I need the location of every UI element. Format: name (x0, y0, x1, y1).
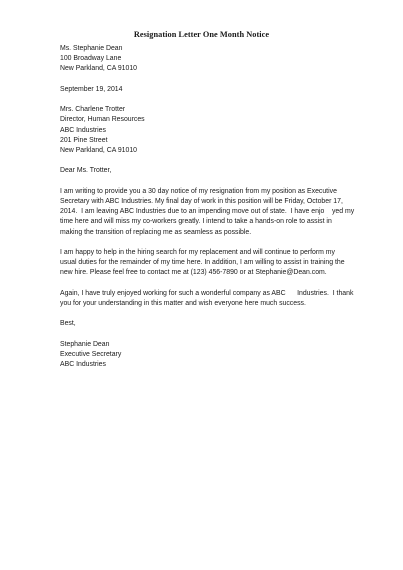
salutation: Dear Ms. Trotter, (60, 167, 112, 175)
recipient-company: ABC Industries (60, 126, 106, 134)
paragraph-line: Secretary with ABC Industries. My final day of work in this position will be Friday, October 17, (60, 197, 343, 205)
letter-date: September 19, 2014 (60, 85, 123, 93)
paragraph-line: time here and will miss my co-workers greatly. I intend to take a hands-on role to assist in (60, 218, 332, 226)
sender-name: Ms. Stephanie Dean (60, 45, 123, 52)
paragraph-line: 2014. I am leaving ABC Industries due to an impending move out of state. I have enjo yed my (60, 208, 355, 216)
closing: Best, (60, 320, 76, 328)
signature-title: Executive Secretary (60, 350, 122, 358)
signature-name: Stephanie Dean (60, 340, 110, 348)
sender-city: New Parkland, CA 91010 (60, 65, 137, 73)
sender-street: 100 Broadway Lane (60, 55, 122, 63)
recipient-name: Mrs. Charlene Trotter (60, 106, 126, 114)
recipient-city: New Parkland, CA 91010 (60, 147, 137, 154)
paragraph-line: making the transition of replacing me as seamless as possible. (60, 228, 252, 236)
paragraph-line: I am writing to provide you a 30 day notice of my resignation from my position as Executive (60, 187, 337, 195)
body-paragraph-1 (60, 187, 372, 238)
paragraph-line: I am happy to help in the hiring search for my replacement and will continue to perform my (60, 248, 335, 256)
recipient-street: 201 Pine Street (60, 136, 108, 144)
recipient-title: Director, Human Resources (60, 116, 145, 124)
body-paragraph-2 (60, 248, 372, 279)
paragraph-line: Again, I have truly enjoyed working for such a wonderful company as ABC Industries. I thank (60, 289, 354, 297)
body-paragraph-3 (60, 289, 372, 309)
recipient-address (60, 105, 372, 156)
sender-address (60, 44, 372, 75)
signature-block (60, 340, 372, 371)
paragraph-line: you for your understanding in this matter and wish everyone here much success. (60, 299, 306, 307)
paragraph-line: new hire. Please feel free to contact me at (123) 456-7890 or at Stephanie@Dean.com. (60, 269, 327, 277)
signature-company: ABC Industries (60, 361, 106, 369)
letter-body (60, 44, 372, 370)
document-title: Resignation Letter One Month Notice (133, 30, 270, 39)
paragraph-line: usual duties for the remainder of my time here. In addition, I am willing to assist in training the (60, 259, 345, 267)
